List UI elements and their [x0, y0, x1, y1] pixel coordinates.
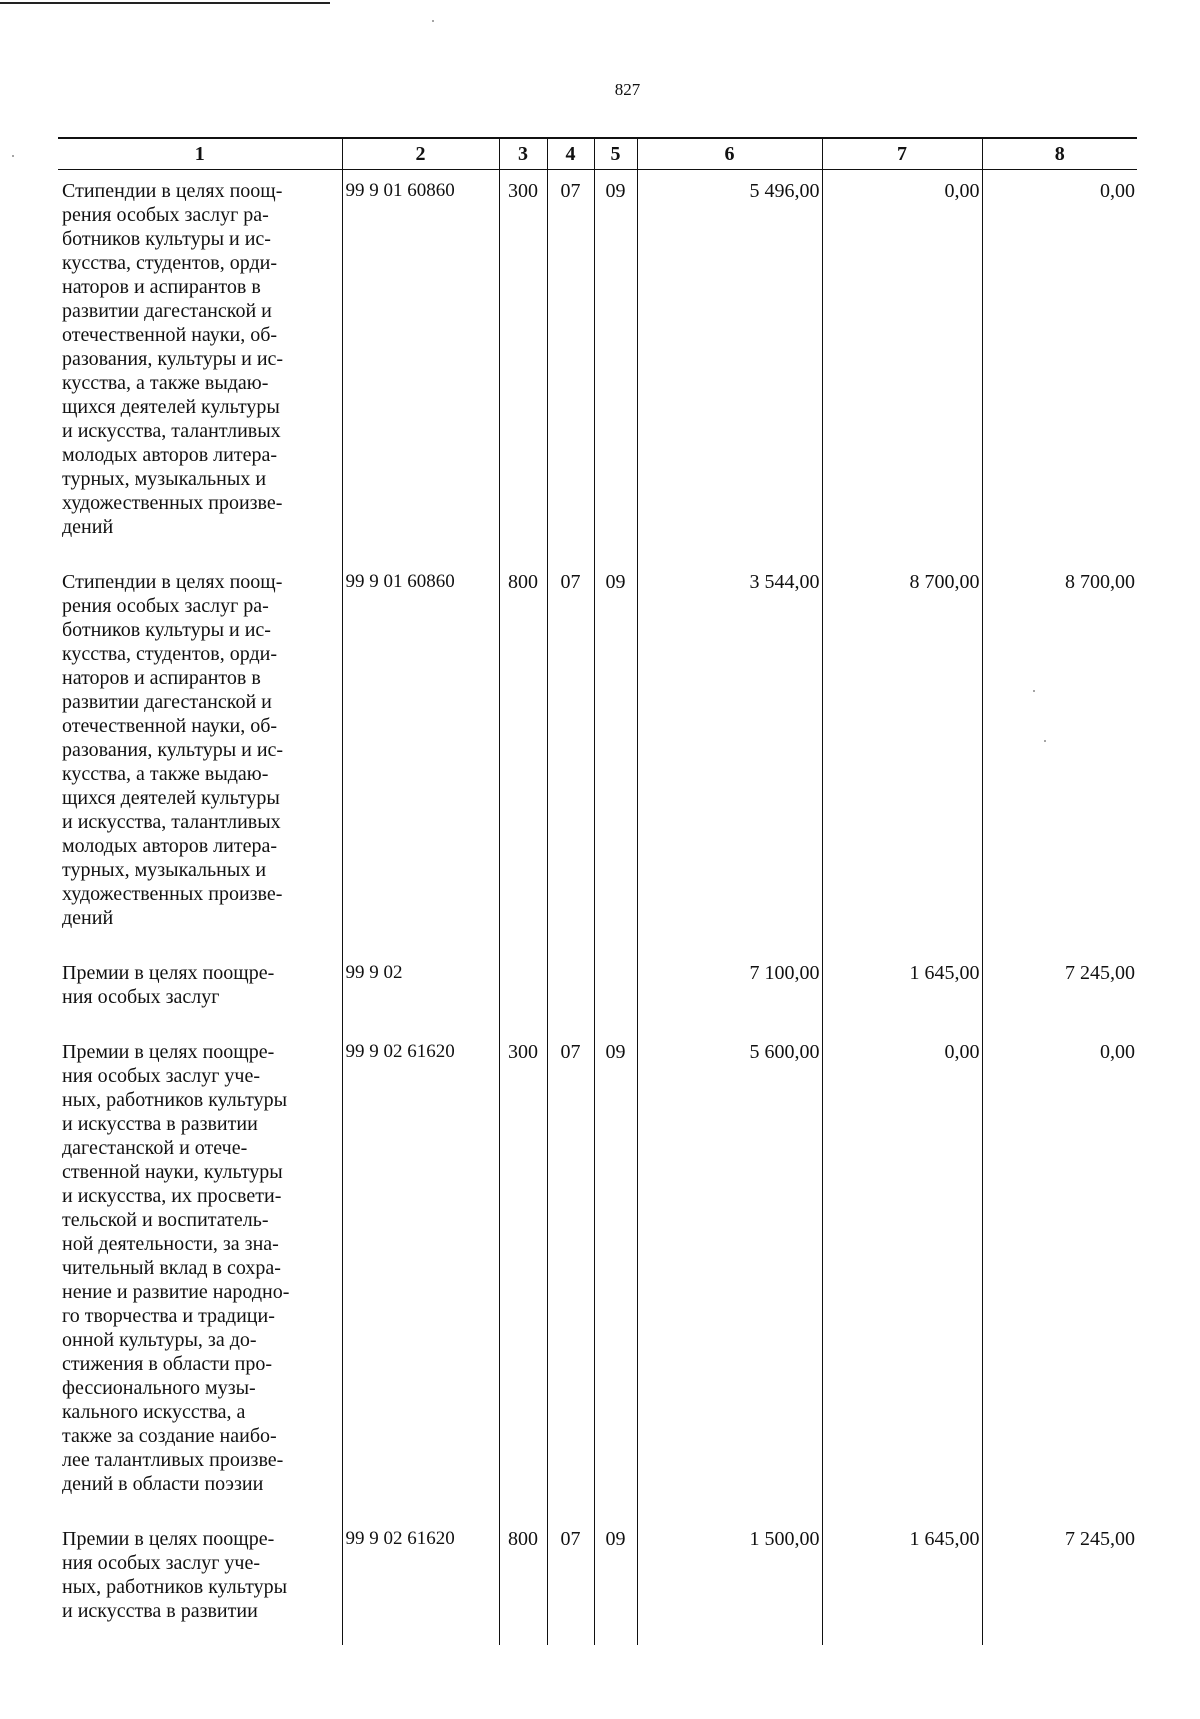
header-cell: 7 — [822, 138, 982, 170]
table-row — [58, 561, 1137, 952]
description-line: Стипендии в целях поощ- — [62, 571, 283, 593]
scan-speck — [1033, 690, 1035, 692]
scan-speck — [1044, 740, 1046, 742]
description-line: разования, культуры и ис- — [62, 739, 284, 761]
description-line: Премии в целях поощре- — [62, 962, 275, 984]
description-line: дений в области поэзии — [62, 1473, 264, 1495]
description-line: щихся деятелей культуры — [62, 396, 280, 418]
subsection-cell: 09 — [594, 1031, 637, 1518]
description-line: турных, музыкальных и — [62, 859, 267, 881]
description-line: наторов и аспирантов в — [62, 667, 261, 689]
amount-col8-cell: 0,00 — [982, 170, 1137, 562]
description-cell — [58, 952, 342, 1031]
description-line: также за создание наибо- — [62, 1425, 277, 1447]
description-line: молодых авторов литера- — [62, 835, 277, 857]
description-line: ния особых заслуг — [62, 986, 220, 1008]
header-row — [58, 138, 1137, 170]
header-cell: 5 — [594, 138, 637, 170]
scan-speck — [12, 155, 14, 157]
table-row — [58, 170, 1137, 562]
amount-col7-cell: 0,00 — [822, 170, 982, 562]
scan-speck — [432, 20, 434, 22]
amount-col6-cell: 7 100,00 — [637, 952, 822, 1031]
header-cell: 4 — [547, 138, 594, 170]
description-line: стижения в области про- — [62, 1353, 273, 1375]
description-line: кусства, а также выдаю- — [62, 372, 269, 394]
description-line: рения особых заслуг ра- — [62, 204, 269, 226]
header-cell: 1 — [58, 138, 342, 170]
description-line: кусства, студентов, орди- — [62, 643, 278, 665]
amount-col7-cell: 8 700,00 — [822, 561, 982, 952]
description-line: ния особых заслуг уче- — [62, 1552, 261, 1574]
code-cell: 99 9 02 61620 — [342, 1518, 499, 1645]
header-cell: 6 — [637, 138, 822, 170]
amount-col8-cell: 8 700,00 — [982, 561, 1137, 952]
section-cell: 07 — [547, 561, 594, 952]
description-cell — [58, 1518, 342, 1645]
section-cell — [547, 952, 594, 1031]
description-line: фессионального музы- — [62, 1377, 256, 1399]
description-line: развитии дагестанской и — [62, 691, 272, 713]
amount-col7-cell: 0,00 — [822, 1031, 982, 1518]
description-line: молодых авторов литера- — [62, 444, 277, 466]
description-line: ных, работников культуры — [62, 1576, 288, 1598]
code-cell: 99 9 01 60860 — [342, 561, 499, 952]
description-line: дагестанской и отече- — [62, 1137, 248, 1159]
amount-col7-cell: 1 645,00 — [822, 952, 982, 1031]
description-line: турных, музыкальных и — [62, 468, 267, 490]
top-rule — [0, 2, 330, 4]
description-line: Стипендии в целях поощ- — [62, 180, 283, 202]
amount-col6-cell: 5 600,00 — [637, 1031, 822, 1518]
amount-col6-cell: 5 496,00 — [637, 170, 822, 562]
table-row — [58, 1518, 1137, 1645]
description-line: Премии в целях поощре- — [62, 1041, 275, 1063]
description-line: кусства, студентов, орди- — [62, 252, 278, 274]
description-line: тельской и воспитатель- — [62, 1209, 269, 1231]
amount-col8-cell: 7 245,00 — [982, 1518, 1137, 1645]
page-number: 827 — [614, 80, 641, 99]
description-line: и искусства, талантливых — [62, 811, 281, 833]
kvr-cell: 800 — [499, 1518, 547, 1645]
description-line: развитии дагестанской и — [62, 300, 272, 322]
description-line: художественных произве- — [62, 883, 283, 905]
description-line: отечественной науки, об- — [62, 715, 278, 737]
description-line: щихся деятелей культуры — [62, 787, 280, 809]
description-line: го творчества и традици- — [62, 1305, 275, 1327]
description-line: дений — [62, 516, 114, 538]
amount-col6-cell: 3 544,00 — [637, 561, 822, 952]
table-row — [58, 952, 1137, 1031]
description-cell — [58, 1031, 342, 1518]
description-line: нение и развитие народно- — [62, 1281, 290, 1303]
description-line: дений — [62, 907, 114, 929]
header-cell: 8 — [982, 138, 1137, 170]
description-line: и искусства в развитии — [62, 1600, 258, 1622]
kvr-cell: 300 — [499, 170, 547, 562]
description-line: лее талантливых произве- — [62, 1449, 284, 1471]
description-line: кусства, а также выдаю- — [62, 763, 269, 785]
description-line: ных, работников культуры — [62, 1089, 288, 1111]
description-cell — [58, 170, 342, 562]
kvr-cell: 800 — [499, 561, 547, 952]
section-cell: 07 — [547, 170, 594, 562]
section-cell: 07 — [547, 1518, 594, 1645]
code-cell: 99 9 02 61620 — [342, 1031, 499, 1518]
description-line: Премии в целях поощре- — [62, 1528, 275, 1550]
description-line: онной культуры, за до- — [62, 1329, 257, 1351]
kvr-cell: 300 — [499, 1031, 547, 1518]
description-line: чительный вклад в сохра- — [62, 1257, 281, 1279]
description-line: наторов и аспирантов в — [62, 276, 261, 298]
description-line: рения особых заслуг ра- — [62, 595, 269, 617]
subsection-cell: 09 — [594, 561, 637, 952]
description-line: ботников культуры и ис- — [62, 228, 271, 250]
description-line: кального искусства, а — [62, 1401, 246, 1423]
amount-col8-cell: 0,00 — [982, 1031, 1137, 1518]
subsection-cell — [594, 952, 637, 1031]
code-cell: 99 9 01 60860 — [342, 170, 499, 562]
budget-table — [58, 137, 1137, 1645]
code-cell: 99 9 02 — [342, 952, 499, 1031]
subsection-cell: 09 — [594, 170, 637, 562]
description-line: художественных произве- — [62, 492, 283, 514]
header-cell: 2 — [342, 138, 499, 170]
description-line: ственной науки, культуры — [62, 1161, 283, 1183]
amount-col8-cell: 7 245,00 — [982, 952, 1137, 1031]
description-line: ния особых заслуг уче- — [62, 1065, 261, 1087]
header-cell: 3 — [499, 138, 547, 170]
description-line: отечественной науки, об- — [62, 324, 278, 346]
description-line: разования, культуры и ис- — [62, 348, 284, 370]
description-line: ботников культуры и ис- — [62, 619, 271, 641]
description-line: ной деятельности, за зна- — [62, 1233, 279, 1255]
section-cell: 07 — [547, 1031, 594, 1518]
amount-col7-cell: 1 645,00 — [822, 1518, 982, 1645]
description-line: и искусства, талантливых — [62, 420, 281, 442]
kvr-cell — [499, 952, 547, 1031]
table-row — [58, 1031, 1137, 1518]
amount-col6-cell: 1 500,00 — [637, 1518, 822, 1645]
description-line: и искусства в развитии — [62, 1113, 258, 1135]
description-cell — [58, 561, 342, 952]
description-line: и искусства, их просвети- — [62, 1185, 282, 1207]
subsection-cell: 09 — [594, 1518, 637, 1645]
